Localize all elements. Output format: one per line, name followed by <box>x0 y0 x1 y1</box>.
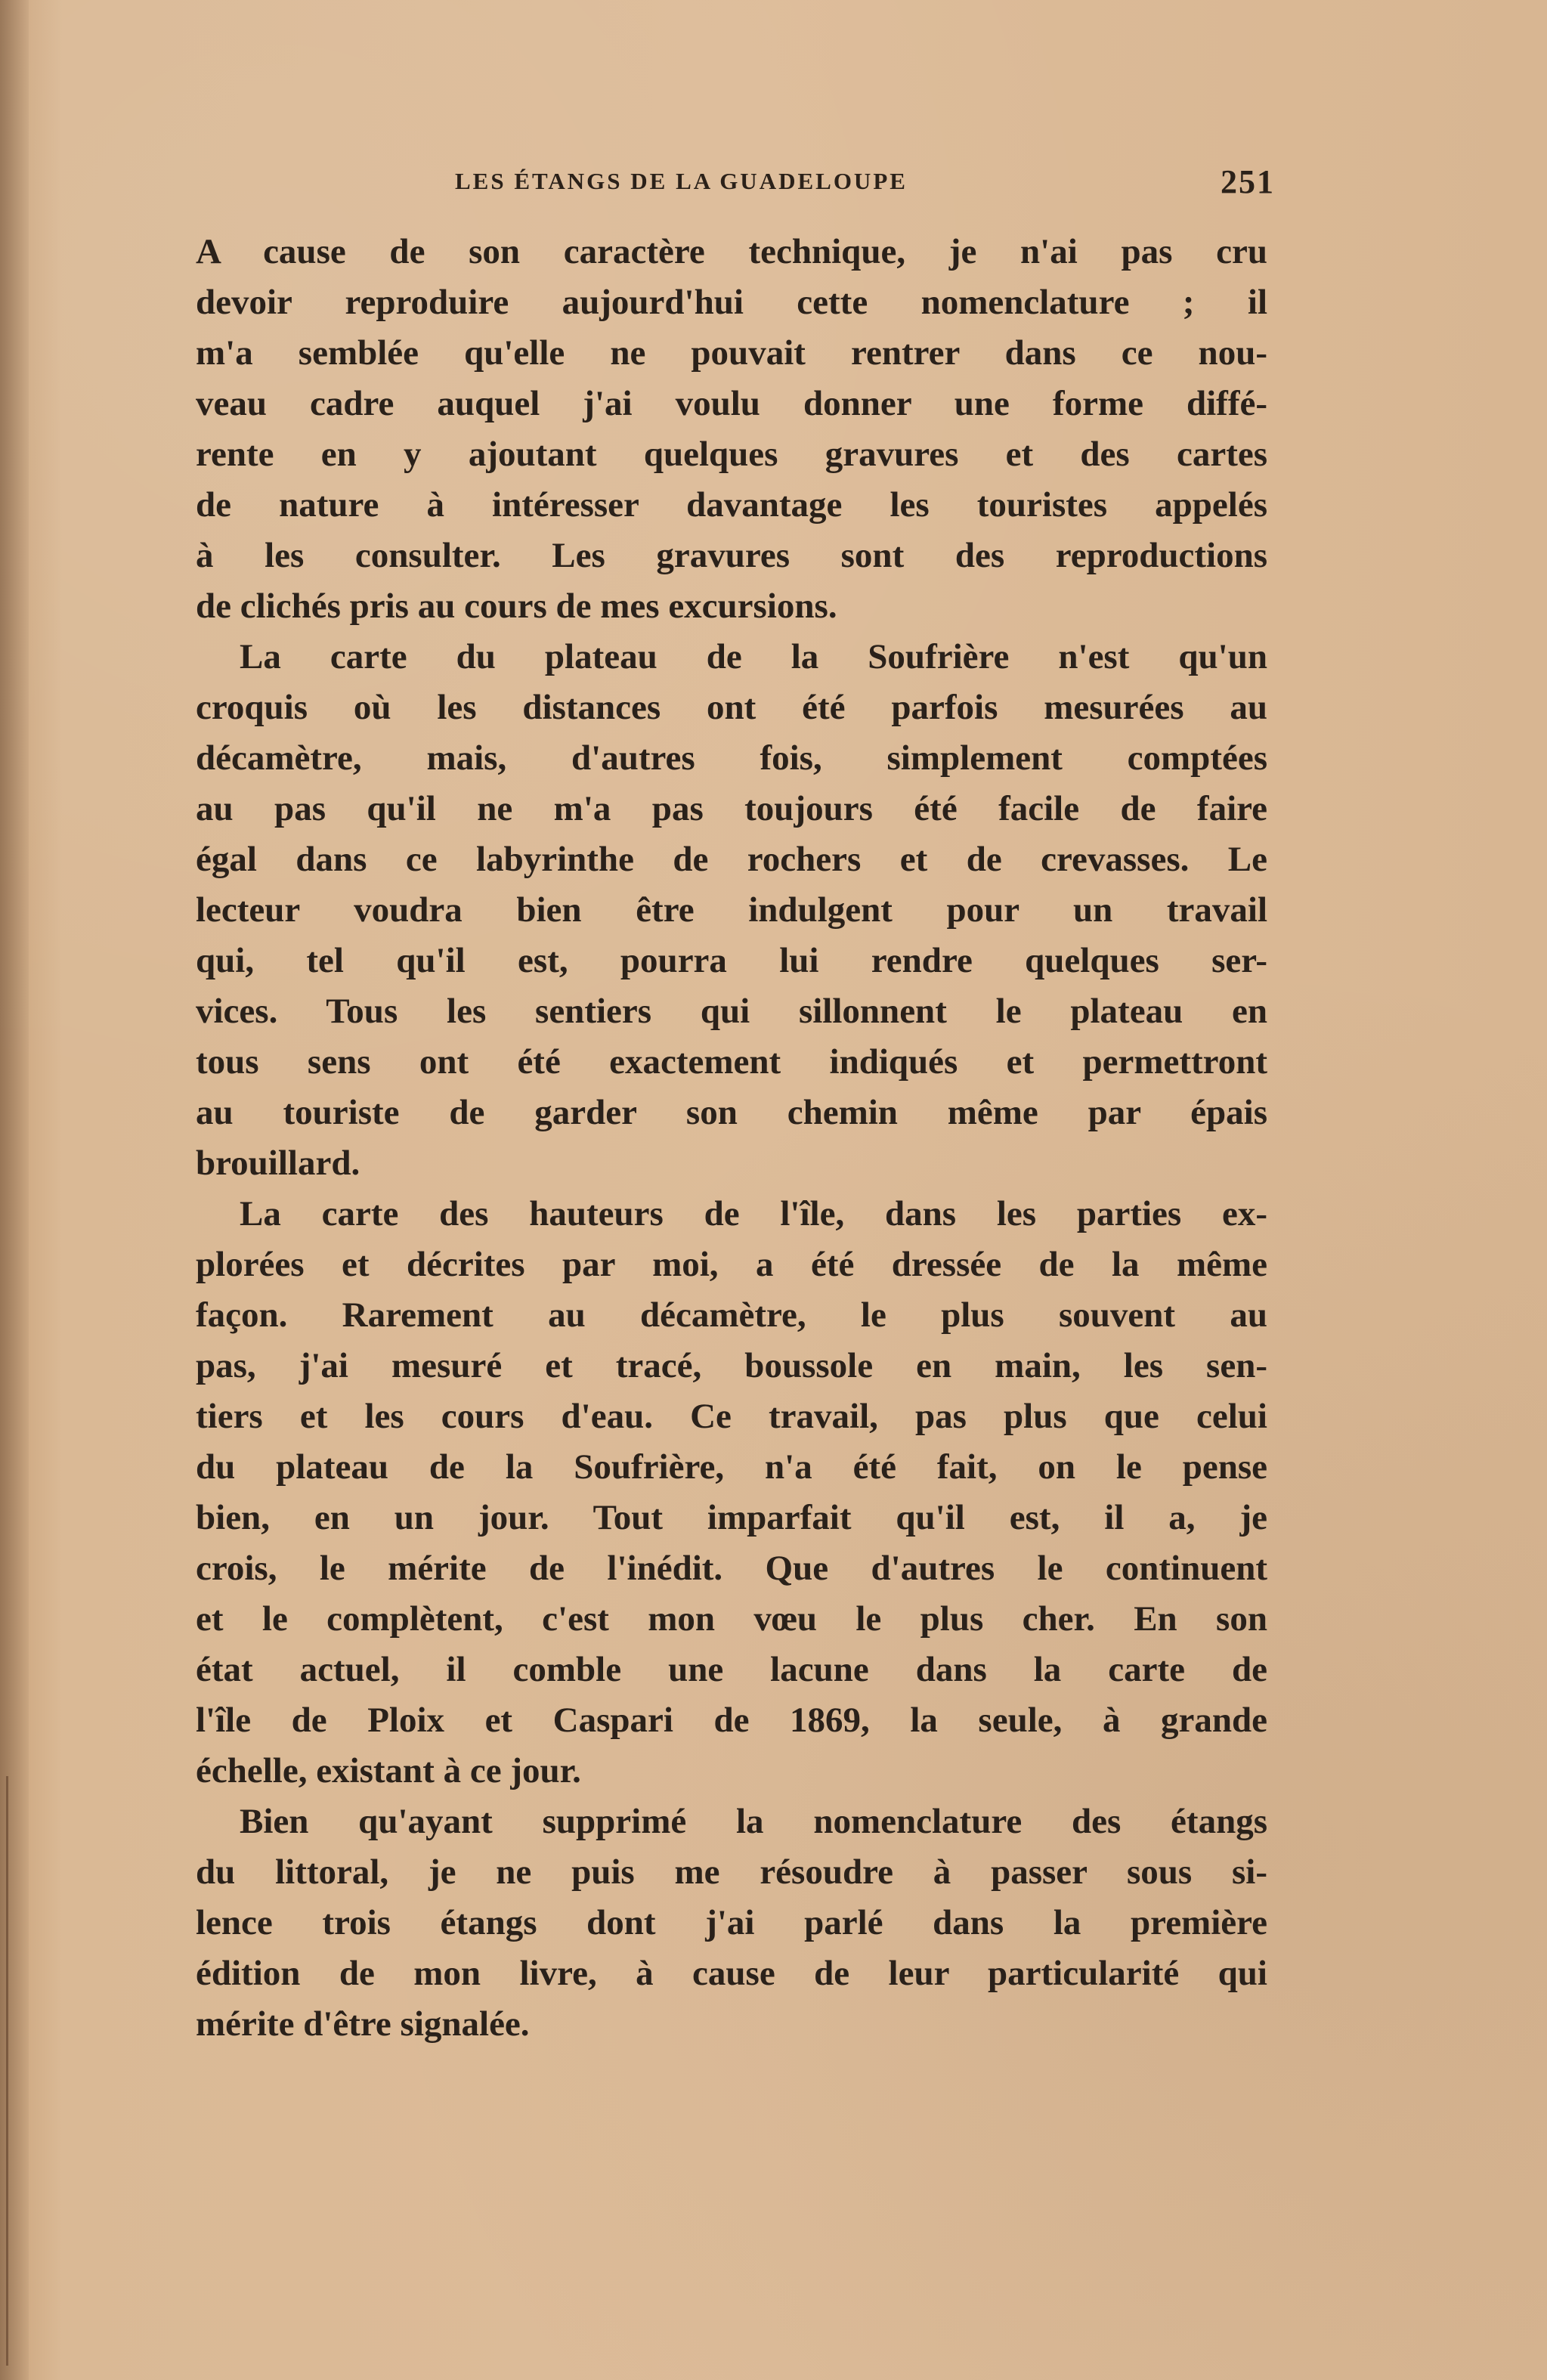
text-line: façon. Rarement au décamètre, le plus souvent au <box>196 1295 1267 1335</box>
text-line: La carte des hauteurs de l'île, dans les parties ex- <box>240 1194 1267 1233</box>
page-number: 251 <box>1221 162 1275 200</box>
binding-line <box>6 1776 8 2366</box>
text-line: vices. Tous les sentiers qui sillonnent le plateau en <box>196 992 1267 1031</box>
text-line: échelle, existant à ce jour. <box>196 1751 581 1790</box>
text-line: de nature à intéresser davantage les touristes appelés <box>196 485 1267 525</box>
text-line: édition de mon livre, à cause de leur particularité qui <box>196 1954 1267 1993</box>
text-line: tiers et les cours d'eau. Ce travail, pas plus que celui <box>196 1397 1267 1436</box>
text-line: lecteur voudra bien être indulgent pour un travail <box>196 890 1267 930</box>
running-title: LES ÉTANGS DE LA GUADELOUPE <box>455 168 908 194</box>
text-line: croquis où les distances ont été parfois mesurées au <box>196 688 1267 727</box>
text-line: mérite d'être signalée. <box>196 2004 530 2044</box>
text-line: bien, en un jour. Tout imparfait qu'il est, il a, je <box>196 1498 1267 1537</box>
text-line: du plateau de la Soufrière, n'a été fait, on le pense <box>196 1447 1267 1487</box>
text-line: brouillard. <box>196 1144 360 1183</box>
text-line: plorées et décrites par moi, a été dressée de la même <box>196 1245 1267 1284</box>
text-line: m'a semblée qu'elle ne pouvait rentrer dans ce nou- <box>196 333 1267 373</box>
text-line: tous sens ont été exactement indiqués et permettront <box>196 1042 1267 1082</box>
text-line: lence trois étangs dont j'ai parlé dans la première <box>196 1903 1267 1942</box>
text-line: au touriste de garder son chemin même par épais <box>196 1093 1267 1132</box>
text-line: veau cadre auquel j'ai voulu donner une forme diffé- <box>196 384 1267 423</box>
text-line: rente en y ajoutant quelques gravures et des cartes <box>196 435 1267 474</box>
text-line: pas, j'ai mesuré et tracé, boussole en main, les sen- <box>196 1346 1267 1385</box>
text-line: A cause de son caractère technique, je n'ai pas cru <box>196 232 1267 271</box>
text-line: de clichés pris au cours de mes excursions. <box>196 586 837 626</box>
text-line: devoir reproduire aujourd'hui cette nomenclature ; il <box>196 283 1267 322</box>
body-text <box>196 227 1267 2050</box>
text-line: l'île de Ploix et Caspari de 1869, la seule, à grande <box>196 1701 1267 1740</box>
page-header <box>455 159 1275 204</box>
text-line: La carte du plateau de la Soufrière n'est qu'un <box>240 637 1267 676</box>
text-line: décamètre, mais, d'autres fois, simplement comptées <box>196 738 1267 778</box>
text-line: état actuel, il comble une lacune dans la carte de <box>196 1650 1267 1689</box>
text-line: égal dans ce labyrinthe de rochers et de crevasses. Le <box>196 840 1267 879</box>
text-line: qui, tel qu'il est, pourra lui rendre quelques ser- <box>196 941 1267 980</box>
text-line: Bien qu'ayant supprimé la nomenclature des étangs <box>240 1802 1267 1841</box>
binding-shadow <box>0 0 29 2380</box>
text-line: et le complètent, c'est mon vœu le plus cher. En son <box>196 1599 1267 1639</box>
text-line: au pas qu'il ne m'a pas toujours été facile de faire <box>196 789 1267 828</box>
text-line: à les consulter. Les gravures sont des reproductions <box>196 536 1267 575</box>
text-line: crois, le mérite de l'inédit. Que d'autres le continuent <box>196 1549 1267 1588</box>
text-line: du littoral, je ne puis me résoudre à passer sous si- <box>196 1852 1267 1892</box>
